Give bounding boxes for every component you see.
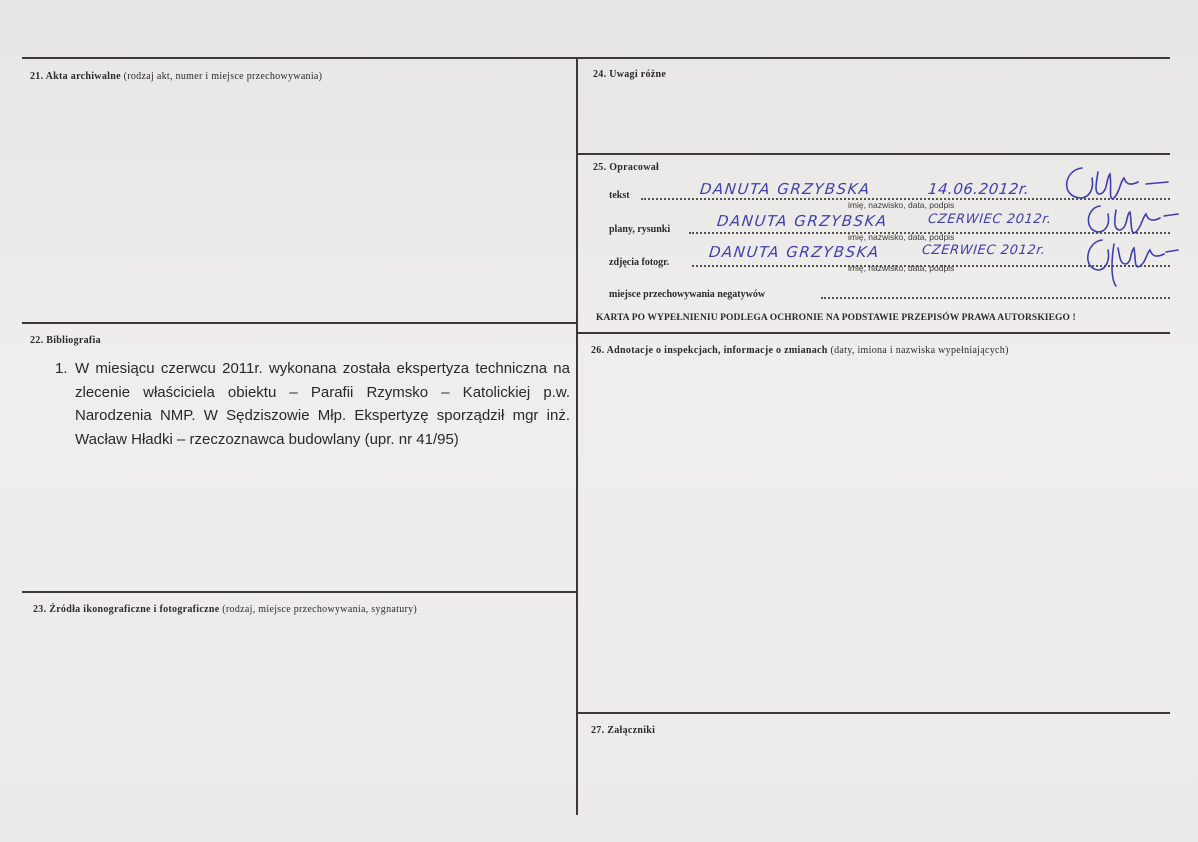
section-24-number: 24.: [593, 69, 607, 80]
section-21-heading: [30, 71, 322, 82]
divider-25-26: [578, 332, 1170, 334]
section-25-number: 25.: [593, 162, 607, 173]
section-23-subtitle: (rodzaj, miejsce przechowywania, sygnatury): [222, 604, 418, 615]
divider-24-25: [578, 153, 1170, 155]
bibliography-item-number: 1.: [55, 360, 68, 377]
section-26-heading: [591, 345, 1009, 356]
signature-mark-3: [1080, 234, 1180, 288]
opracowal-row-name-photos: DANUTA GRZYBSKA: [708, 243, 881, 261]
divider-21-22: [22, 322, 576, 324]
section-22-number: 22.: [30, 335, 44, 346]
opracowal-row-date-text: 14.06.2012r.: [927, 180, 1031, 198]
negatives-label: miejsce przechowywania negatywów: [609, 289, 766, 300]
opracowal-row-label-photos: zdjęcia fotogr.: [609, 257, 670, 268]
section-26-number: 26.: [591, 345, 605, 356]
bibliography-list: [55, 357, 570, 451]
opracowal-row-caption-text: imię, nazwisko, data, podpis: [848, 200, 955, 210]
section-25-title: Opracował: [609, 162, 660, 173]
divider-22-23: [22, 591, 576, 593]
section-21-title: Akta archiwalne: [45, 71, 121, 82]
divider-26-27: [578, 712, 1170, 714]
opracowal-row-label-plans: plany, rysunki: [609, 224, 671, 235]
copyright-notice: KARTA PO WYPEŁNIENIU PODLEGA OCHRONIE NA PODSTAWIE PRZEPISÓW PRAWA AUTORSKIEGO !: [596, 313, 1076, 323]
section-26-subtitle: (daty, imiona i nazwiska wypełniających): [830, 345, 1009, 356]
opracowal-row-caption-plans: imię, nazwisko, data, podpis: [848, 232, 955, 242]
section-27-heading: [591, 725, 655, 736]
section-23-number: 23.: [33, 604, 47, 615]
opracowal-row-name-text: DANUTA GRZYBSKA: [699, 180, 872, 198]
section-26-title: Adnotacje o inspekcjach, informacje o zmianach: [606, 345, 828, 356]
bibliography-item-text: W miesiącu czerwcu 2011r. wykonana została ekspertyza techniczna na zlecenie właściciela obiektu – Parafii Rzymsko – Katolickiej p.w. Narodzenia NMP. W Sędziszowie Młp. Ekspertyzę sporządził mgr inż. Wacław Hładki – rzeczoznawca budowlany (upr. nr 41/95): [75, 360, 570, 448]
section-25-heading: [593, 162, 659, 173]
opracowal-row-date-plans: CZERWIEC 2012r.: [927, 212, 1053, 227]
section-27-title: Załączniki: [607, 725, 656, 736]
opracowal-row-name-plans: DANUTA GRZYBSKA: [716, 212, 889, 230]
section-23-heading: [33, 604, 417, 615]
section-22-title: Bibliografia: [46, 335, 101, 346]
opracowal-row-label-text: tekst: [609, 190, 630, 201]
section-21-subtitle: (rodzaj akt, numer i miejsce przechowywania): [123, 71, 323, 82]
center-divider: [576, 57, 578, 815]
section-24-title: Uwagi różne: [609, 69, 667, 80]
opracowal-row-caption-photos: imię, nazwisko, data, podpis: [848, 263, 955, 273]
negatives-line: [821, 297, 1170, 299]
section-23-title: Źródła ikonograficzne i fotograficzne: [49, 604, 220, 615]
section-27-number: 27.: [591, 725, 605, 736]
top-rule: [22, 57, 1170, 59]
section-21-number: 21.: [30, 71, 44, 82]
section-24-heading: [593, 69, 666, 80]
section-22-heading: [30, 335, 101, 346]
opracowal-row-date-photos: CZERWIEC 2012r.: [921, 243, 1047, 258]
